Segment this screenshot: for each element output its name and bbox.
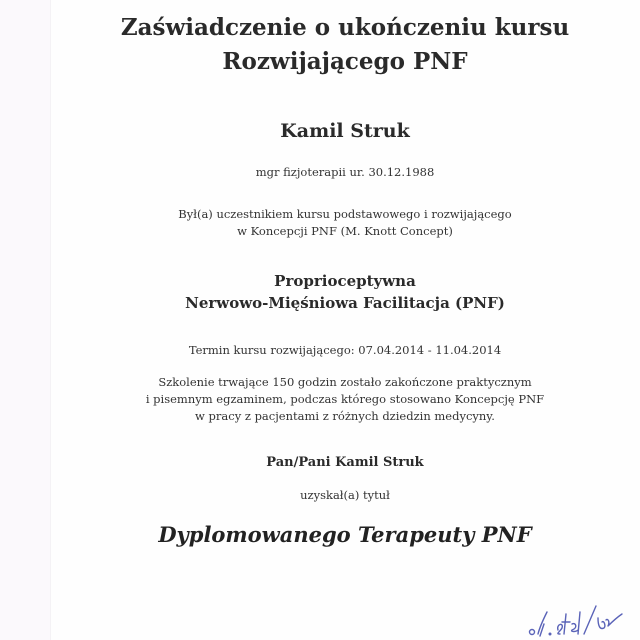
course-dates: Termin kursu rozwijającego: 07.04.2014 - 11.04.2014 (188, 343, 502, 357)
participation-line1: Był(a) uczestnikiem kursu podstawowego i rozwijającego (178, 207, 512, 221)
certificate-title-line1: Zaświadczenie o ukończeniu kursu (120, 14, 570, 41)
obtained-title-label: uzyskał(a) tytuł (300, 488, 390, 502)
recipient-name: Kamil Struk (280, 120, 410, 142)
diploma-title: Dyplomowanego Terapeuty PNF (158, 522, 532, 547)
awardee-name: Pan/Pani Kamil Struk (266, 455, 424, 470)
participation-line2: w Koncepcji PNF (M. Knott Concept) (237, 224, 453, 238)
training-line2: i pisemnym egzaminem, podczas którego stosowano Koncepcję PNF (145, 392, 545, 406)
scan-edge-strip (0, 0, 51, 640)
training-line1: Szkolenie trwające 150 godzin zostało zakończone praktycznym (158, 375, 532, 389)
certificate-title-line2: Rozwijającego PNF (222, 48, 468, 75)
training-line3: w pracy z pacjentami z różnych dziedzin medycyny. (195, 409, 495, 423)
method-line1: Proprioceptywna (274, 272, 416, 290)
signature-icon (500, 600, 630, 640)
method-line2: Nerwowo-Mięśniowa Facilitacja (PNF) (185, 294, 505, 312)
recipient-details: mgr fizjoterapii ur. 30.12.1988 (255, 165, 435, 179)
